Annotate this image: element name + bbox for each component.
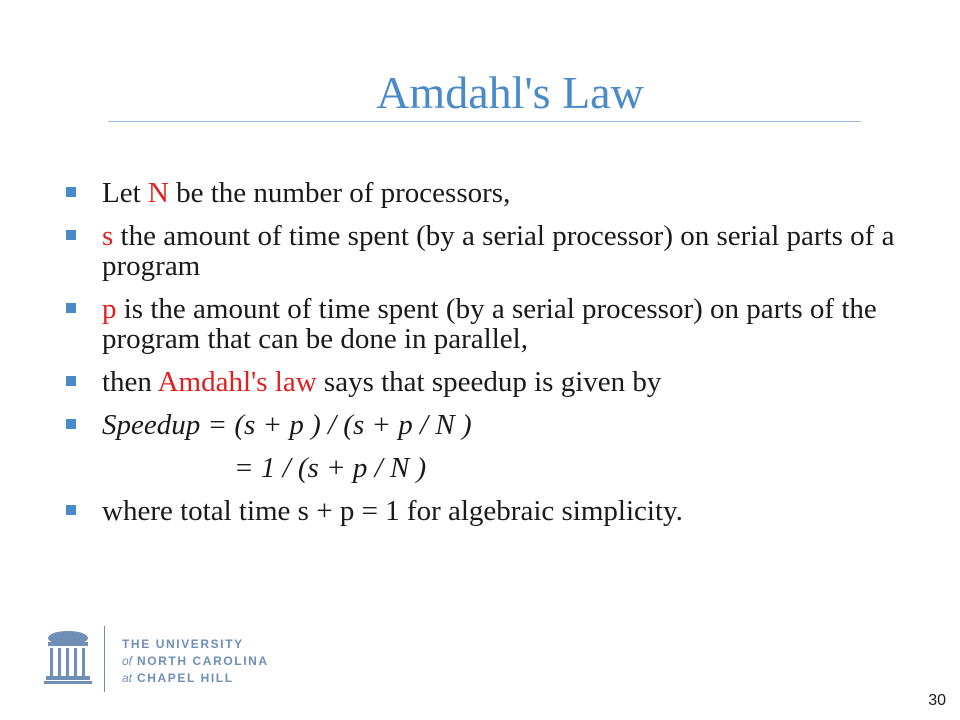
- wordmark-line: THE UNIVERSITY: [122, 637, 244, 651]
- formula-continuation: = 1 / (s + p / N ): [234, 452, 427, 484]
- bullet-item: [66, 221, 896, 281]
- speedup-formula: Speedup = (s + p ) / (s + p / N ): [102, 409, 472, 441]
- square-bullet-icon: [66, 376, 76, 386]
- old-well-logo-icon: [38, 628, 98, 694]
- bullet-item: [66, 178, 896, 208]
- bullet-text: the amount of time spent (by a serial processor) on serial parts of a program: [102, 220, 895, 282]
- bullet-text: be the number of processors,: [168, 177, 511, 209]
- bullet-text: where total time s + p = 1 for algebraic simplicity.: [102, 495, 683, 527]
- title-divider: [108, 121, 861, 122]
- bullet-item: [66, 496, 896, 526]
- square-bullet-icon: [66, 303, 76, 313]
- bullet-item: [66, 294, 896, 354]
- highlight-term: s: [102, 220, 114, 252]
- highlight-term: p: [102, 293, 117, 325]
- bullet-text: is the amount of time spent (by a serial processor) on parts of the program that can be done in parallel,: [102, 293, 877, 355]
- logo-divider: [104, 626, 105, 692]
- bullet-text: then: [102, 366, 158, 398]
- square-bullet-icon: [66, 419, 76, 429]
- bullet-item: [66, 410, 896, 440]
- bullet-list: [66, 178, 896, 539]
- bullet-item: [66, 367, 896, 397]
- slide-title: Amdahl's Law: [376, 67, 644, 118]
- square-bullet-icon: [66, 230, 76, 240]
- university-wordmark: [122, 636, 269, 687]
- page-number: 30: [928, 692, 946, 709]
- wordmark-line: of NORTH CAROLINA: [122, 654, 269, 668]
- square-bullet-icon: [66, 505, 76, 515]
- square-bullet-icon: [66, 187, 76, 197]
- wordmark-line: at CHAPEL HILL: [122, 671, 234, 685]
- highlight-term: Amdahl's law: [157, 366, 317, 398]
- bullet-text: Let: [102, 177, 148, 209]
- highlight-term: N: [147, 177, 169, 209]
- bullet-text: says that speedup is given by: [316, 366, 662, 398]
